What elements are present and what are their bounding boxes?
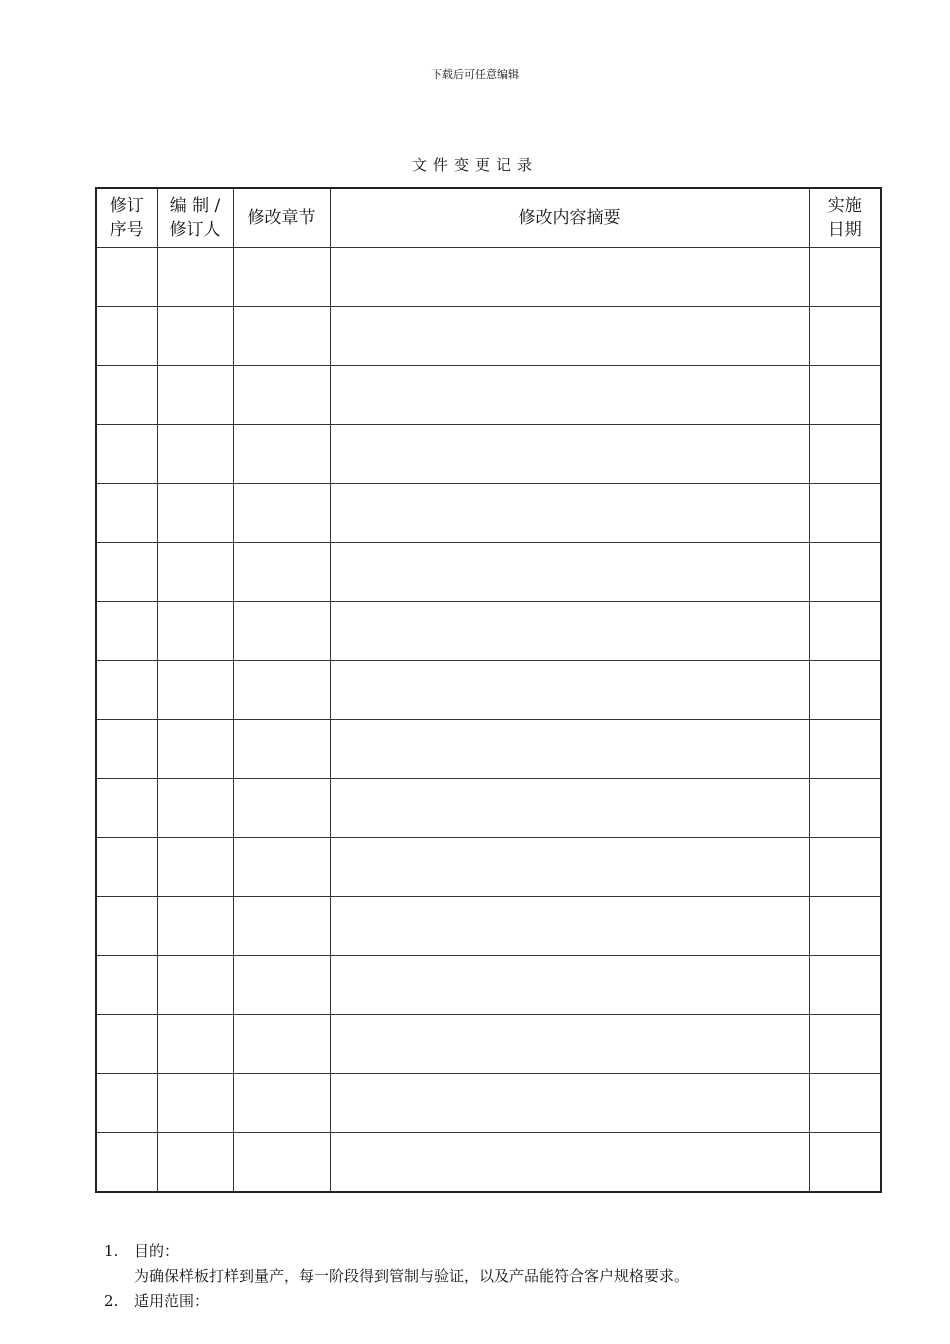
cell-effective-date [809, 1074, 881, 1133]
table-row [96, 661, 881, 720]
cell-modified-section [233, 897, 330, 956]
section-purpose [104, 1239, 689, 1264]
cell-change-summary [330, 720, 809, 779]
cell-effective-date [809, 366, 881, 425]
header-change-summary: 修改内容摘要 [330, 188, 809, 248]
section-number: 1. [104, 1242, 119, 1260]
header-effective-date: 实施 日期 [809, 188, 881, 248]
section-scope [104, 1289, 689, 1314]
cell-effective-date [809, 543, 881, 602]
cell-editor [157, 779, 233, 838]
cell-change-summary [330, 484, 809, 543]
cell-editor [157, 661, 233, 720]
table-row [96, 366, 881, 425]
cell-modified-section [233, 720, 330, 779]
table-row [96, 248, 881, 307]
cell-change-summary [330, 1133, 809, 1193]
cell-modified-section [233, 956, 330, 1015]
change-record-table [95, 187, 882, 1193]
cell-editor [157, 956, 233, 1015]
cell-editor [157, 366, 233, 425]
header-modified-section: 修改章节 [233, 188, 330, 248]
cell-modified-section [233, 484, 330, 543]
cell-revision-no [96, 838, 157, 897]
section-description: 为确保样板打样到量产，每一阶段得到管制与验证，以及产品能符合客户规格要求。 [134, 1267, 690, 1285]
cell-revision-no [96, 1015, 157, 1074]
cell-editor [157, 602, 233, 661]
cell-effective-date [809, 661, 881, 720]
cell-effective-date [809, 956, 881, 1015]
cell-modified-section [233, 543, 330, 602]
header-editor: 编 制 / 修订人 [157, 188, 233, 248]
table-row [96, 838, 881, 897]
cell-revision-no [96, 956, 157, 1015]
cell-editor [157, 1074, 233, 1133]
cell-revision-no [96, 1074, 157, 1133]
document-title: 文件变更记录 [411, 156, 538, 174]
cell-effective-date [809, 484, 881, 543]
cell-editor [157, 425, 233, 484]
cell-revision-no [96, 307, 157, 366]
cell-change-summary [330, 1015, 809, 1074]
table-row [96, 602, 881, 661]
cell-change-summary [330, 897, 809, 956]
cell-modified-section [233, 425, 330, 484]
cell-effective-date [809, 307, 881, 366]
table-row [96, 425, 881, 484]
cell-change-summary [330, 307, 809, 366]
cell-effective-date [809, 779, 881, 838]
cell-modified-section [233, 838, 330, 897]
table-row [96, 1074, 881, 1133]
cell-modified-section [233, 248, 330, 307]
table-row [96, 779, 881, 838]
cell-editor [157, 543, 233, 602]
cell-editor [157, 248, 233, 307]
cell-revision-no [96, 1133, 157, 1193]
cell-effective-date [809, 248, 881, 307]
table-body [96, 248, 881, 1193]
cell-change-summary [330, 543, 809, 602]
table-row [96, 484, 881, 543]
cell-change-summary [330, 838, 809, 897]
cell-revision-no [96, 484, 157, 543]
cell-change-summary [330, 956, 809, 1015]
cell-editor [157, 1015, 233, 1074]
cell-modified-section [233, 1074, 330, 1133]
cell-effective-date [809, 602, 881, 661]
cell-effective-date [809, 1133, 881, 1193]
cell-change-summary [330, 248, 809, 307]
cell-modified-section [233, 307, 330, 366]
cell-editor [157, 720, 233, 779]
cell-effective-date [809, 425, 881, 484]
cell-revision-no [96, 602, 157, 661]
cell-change-summary [330, 425, 809, 484]
cell-editor [157, 897, 233, 956]
cell-editor [157, 838, 233, 897]
cell-change-summary [330, 661, 809, 720]
cell-revision-no [96, 720, 157, 779]
cell-effective-date [809, 838, 881, 897]
cell-revision-no [96, 366, 157, 425]
cell-editor [157, 484, 233, 543]
cell-effective-date [809, 720, 881, 779]
cell-change-summary [330, 779, 809, 838]
cell-modified-section [233, 779, 330, 838]
cell-revision-no [96, 897, 157, 956]
cell-effective-date [809, 1015, 881, 1074]
table-header-row [96, 188, 881, 248]
header-note: 下载后可任意编辑 [431, 68, 519, 81]
table-row [96, 307, 881, 366]
section-title: 目的： [134, 1242, 180, 1260]
table-row [96, 543, 881, 602]
section-list [104, 1239, 689, 1314]
table-row [96, 720, 881, 779]
cell-revision-no [96, 248, 157, 307]
section-title: 适用范围： [134, 1292, 210, 1310]
cell-change-summary [330, 366, 809, 425]
header-revision-no: 修订 序号 [96, 188, 157, 248]
table-row [96, 1133, 881, 1193]
cell-modified-section [233, 1133, 330, 1193]
table-row [96, 897, 881, 956]
cell-modified-section [233, 366, 330, 425]
table-row [96, 956, 881, 1015]
cell-change-summary [330, 602, 809, 661]
cell-effective-date [809, 897, 881, 956]
cell-revision-no [96, 779, 157, 838]
cell-editor [157, 1133, 233, 1193]
section-number: 2. [104, 1292, 119, 1310]
cell-editor [157, 307, 233, 366]
cell-modified-section [233, 1015, 330, 1074]
cell-modified-section [233, 602, 330, 661]
cell-revision-no [96, 661, 157, 720]
cell-revision-no [96, 543, 157, 602]
cell-modified-section [233, 661, 330, 720]
cell-revision-no [96, 425, 157, 484]
table-row [96, 1015, 881, 1074]
cell-change-summary [330, 1074, 809, 1133]
